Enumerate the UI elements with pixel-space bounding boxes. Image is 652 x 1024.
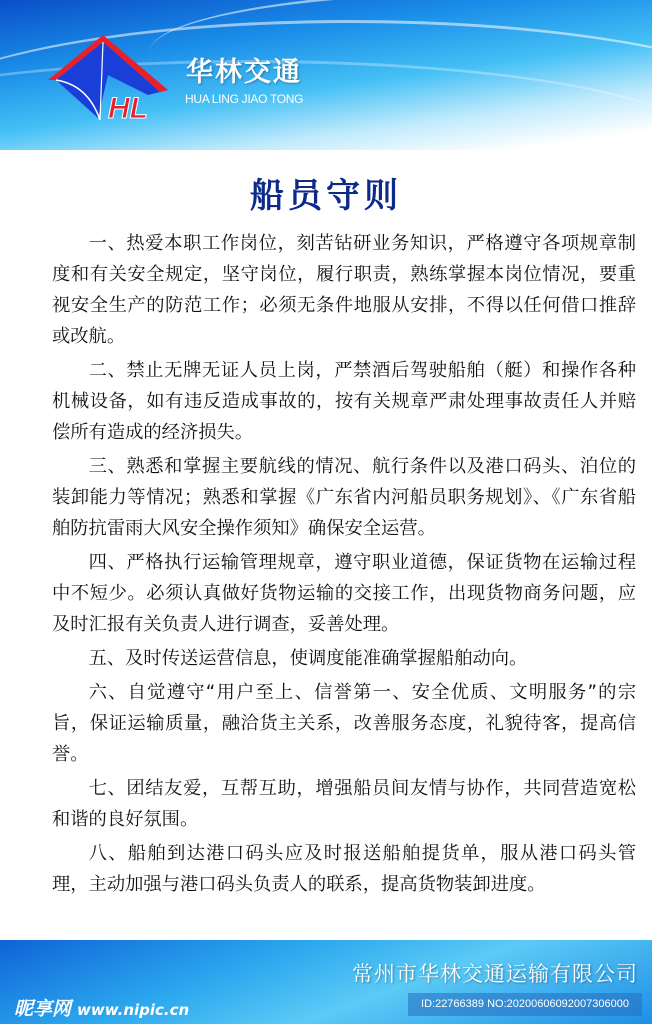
- page-title: 船员守则: [250, 176, 402, 216]
- rule-paragraph: 五、及时传送运营信息，使调度能准确掌握船舶动向。: [88, 648, 528, 669]
- brand-name-en: HUA LING JIAO TONG: [185, 92, 304, 106]
- svg-text:HL: HL: [108, 92, 148, 125]
- rule-paragraph: 六、自觉遵守“用户至上、信誉第一、安全优质、文明服务”的宗旨，保证运输质量，融洽货主关系，改善服务态度，礼貌待客，提高信誉。: [52, 682, 636, 765]
- rule-paragraph: 二、禁止无牌无证人员上岗，严禁酒后驾驶船舶（艇）和操作各种机械设备，如有违反造成事故的，按有关规章严肃处理事故责任人并赔偿所有造成的经济损失。: [52, 360, 636, 443]
- watermark-url: www.nipic.cn: [77, 1001, 190, 1019]
- hl-logo-icon: [48, 30, 188, 155]
- rule-paragraph: 七、团结友爱，互帮互助，增强船员间友情与协作，共同营造宽松和谐的良好氛围。: [52, 778, 636, 830]
- rule-paragraph: 三、熟悉和掌握主要航线的情况、航行条件以及港口码头、泊位的装卸能力等情况；熟悉和掌握《广东省内河船员职务规划》、《广东省船舶防抗雷雨大风安全操作须知》确保安全运营。: [52, 456, 636, 539]
- watermark-name: 昵享网: [14, 998, 72, 1020]
- image-id: ID:22766389 NO:20200606092007306000: [408, 993, 642, 1016]
- rules-body: [52, 228, 636, 903]
- rule-paragraph: 四、严格执行运输管理规章，遵守职业道德，保证货物在运输过程中不短少。必须认真做好货物运输的交接工作，出现货物商务问题，应及时汇报有关负责人进行调查，妥善处理。: [52, 552, 636, 635]
- watermark: [14, 994, 189, 1021]
- rule-paragraph: 八、船舶到达港口码头应及时报送船舶提货单，服从港口码头管理，主动加强与港口码头负责人的联系，提高货物装卸进度。: [52, 843, 636, 895]
- company-name: 常州市华林交通运输有限公司: [352, 962, 638, 986]
- brand-name: 华林交通: [186, 57, 302, 88]
- rule-paragraph: 一、热爱本职工作岗位，刻苦钻研业务知识，严格遵守各项规章制度和有关安全规定，坚守岗位，履行职责，熟练掌握本岗位情况，要重视安全生产的防范工作；必须无条件地服从安排，不得以任何借口推辞或改航。: [52, 233, 636, 347]
